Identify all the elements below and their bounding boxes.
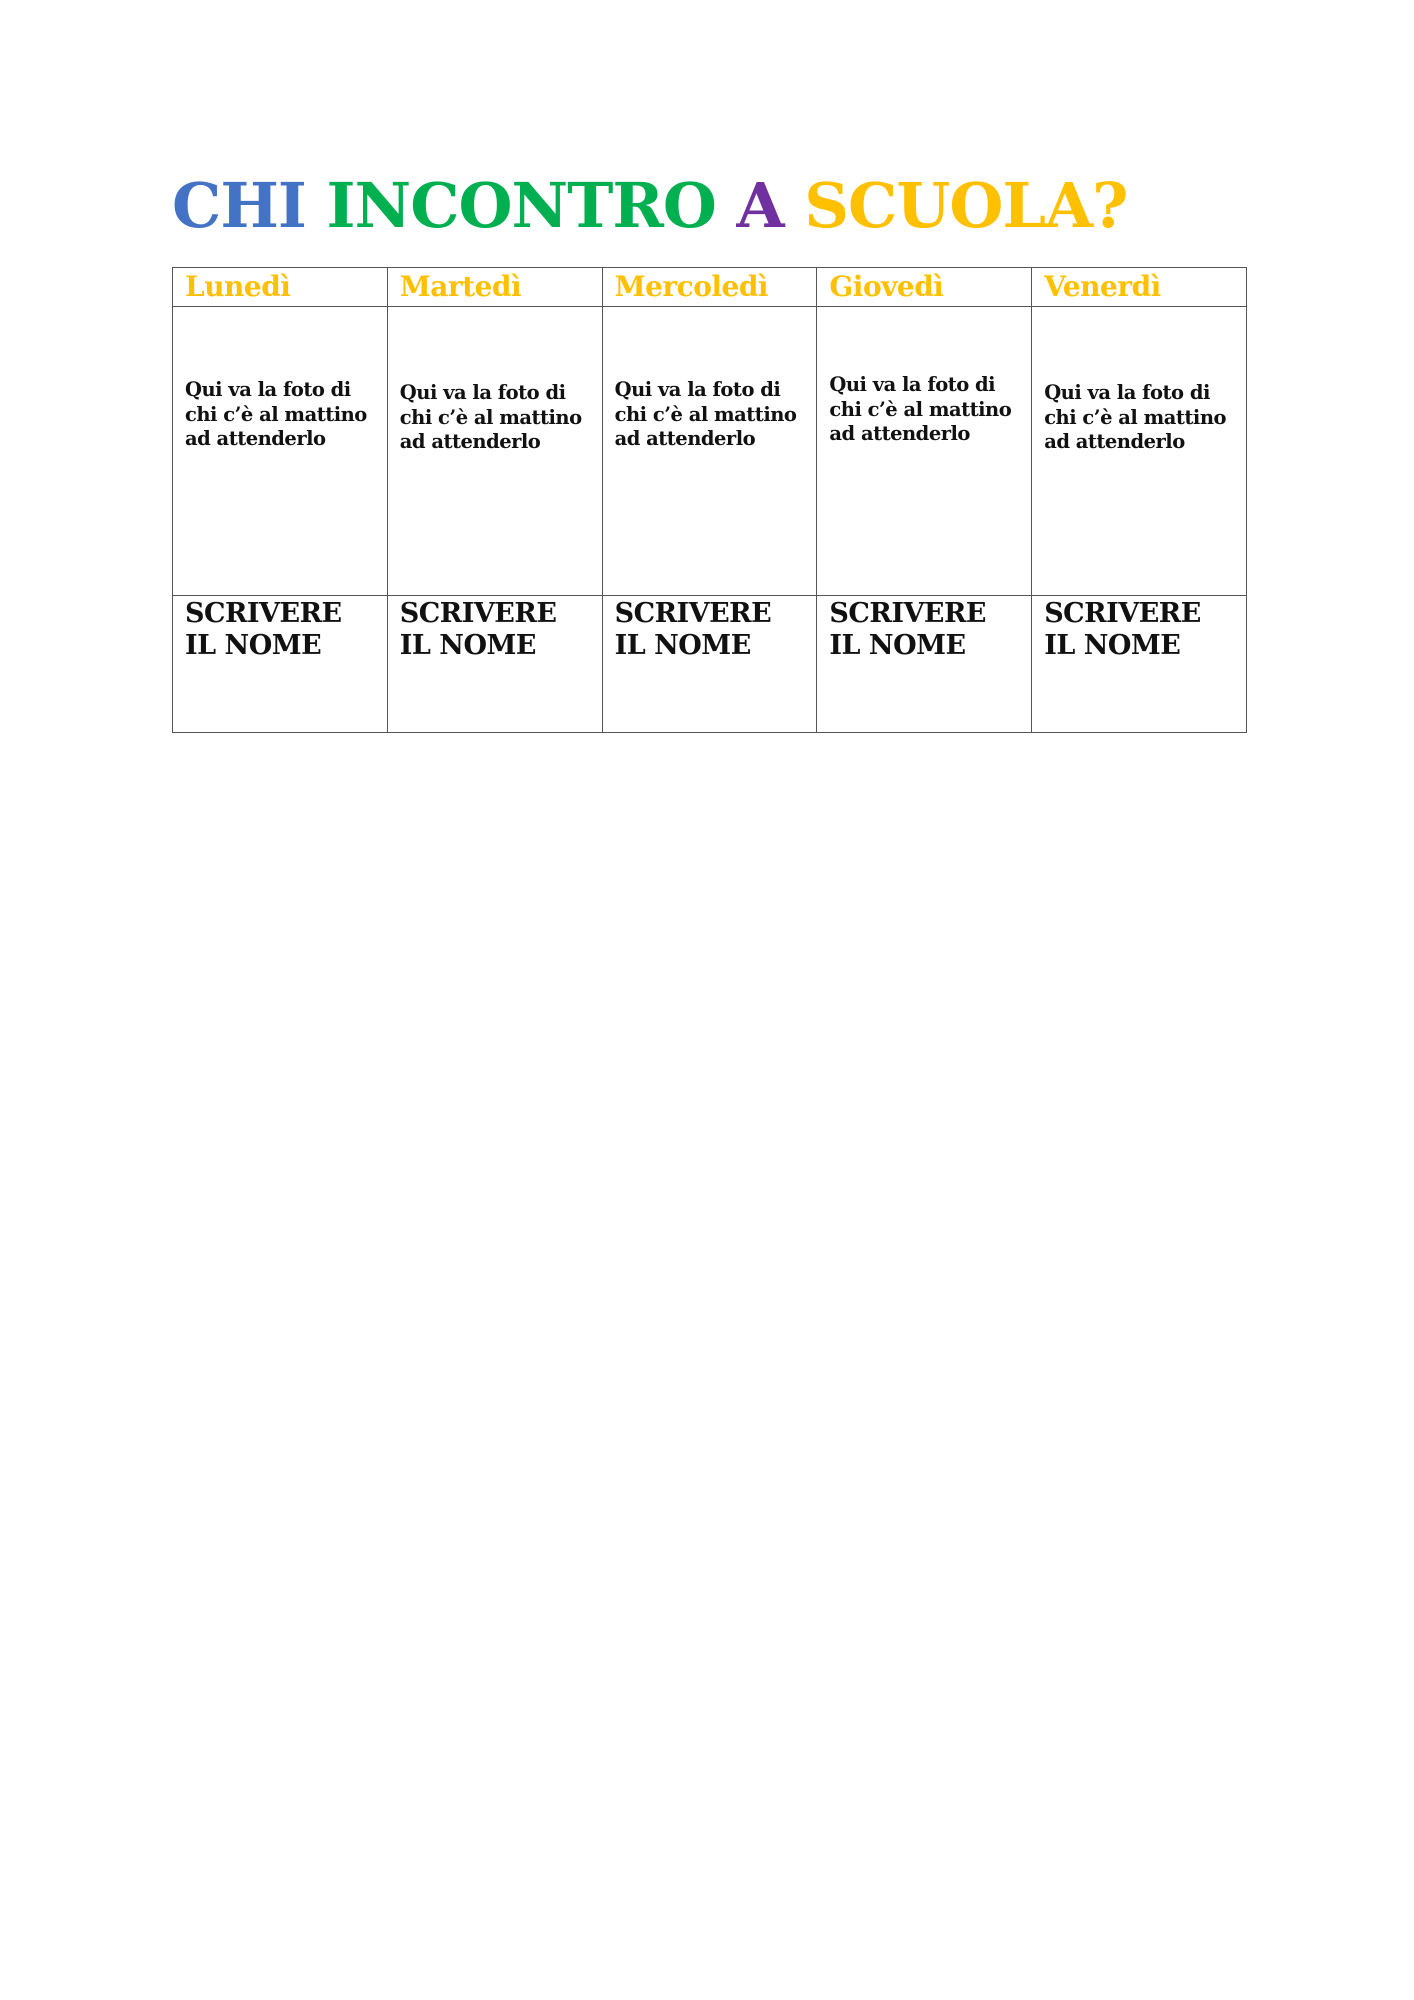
photo-cell-lunedi xyxy=(173,307,388,596)
name-cell-martedi xyxy=(387,596,602,733)
weekly-schedule-table xyxy=(172,267,1247,733)
name-cell-mercoledi xyxy=(602,596,817,733)
name-placeholder-text: SCRIVERE IL NOME xyxy=(399,598,557,661)
title-word-scuola: SCUOLA? xyxy=(804,169,1128,242)
name-placeholder-text: SCRIVERE IL NOME xyxy=(614,598,772,661)
day-header-row xyxy=(173,268,1247,307)
title-word-chi: CHI xyxy=(172,169,306,242)
page-title xyxy=(172,166,1127,246)
name-cell-lunedi xyxy=(173,596,388,733)
photo-placeholder-text: Qui va la foto di chi c’è al mattino ad attenderlo xyxy=(1044,381,1226,453)
photo-placeholder-text: Qui va la foto di chi c’è al mattino ad attenderlo xyxy=(614,378,797,450)
day-header-lunedi: Lunedì xyxy=(173,268,388,307)
day-header-martedi: Martedì xyxy=(387,268,602,307)
name-cell-giovedi xyxy=(817,596,1032,733)
name-row xyxy=(173,596,1247,733)
name-placeholder-text: SCRIVERE IL NOME xyxy=(1044,598,1201,661)
day-header-mercoledi: Mercoledì xyxy=(602,268,817,307)
title-word-a: A xyxy=(736,169,784,242)
photo-placeholder-text: Qui va la foto di chi c’è al mattino ad attenderlo xyxy=(185,378,367,450)
day-header-venerdi: Venerdì xyxy=(1032,268,1247,307)
photo-cell-venerdi xyxy=(1032,307,1247,596)
photo-cell-giovedi xyxy=(817,307,1032,596)
photo-cell-mercoledi xyxy=(602,307,817,596)
day-header-giovedi: Giovedì xyxy=(817,268,1032,307)
photo-placeholder-text: Qui va la foto di chi c’è al mattino ad attenderlo xyxy=(829,373,1012,445)
photo-row xyxy=(173,307,1247,596)
name-placeholder-text: SCRIVERE IL NOME xyxy=(185,598,342,661)
name-placeholder-text: SCRIVERE IL NOME xyxy=(829,598,986,661)
photo-cell-martedi xyxy=(387,307,602,596)
photo-placeholder-text: Qui va la foto di chi c’è al mattino ad attenderlo xyxy=(399,381,582,453)
name-cell-venerdi xyxy=(1032,596,1247,733)
title-word-incontro: INCONTRO xyxy=(326,169,716,242)
